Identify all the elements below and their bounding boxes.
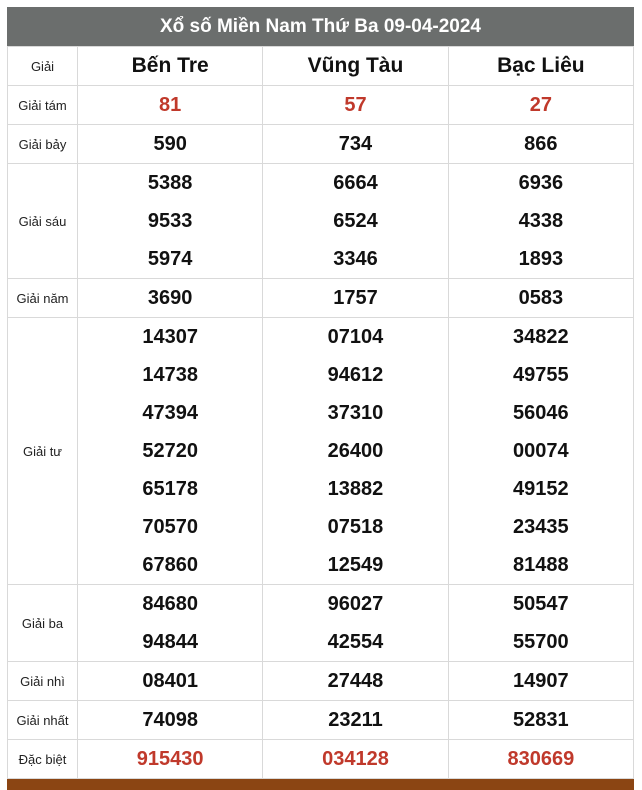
prize-number: 67860 [142, 554, 198, 576]
prize-row [8, 279, 634, 318]
prize-number: 47394 [142, 402, 198, 424]
province-header-vung-tau: Vũng Tàu [263, 47, 448, 86]
results-table-body [8, 47, 634, 779]
prize-number: 830669 [507, 748, 575, 770]
prize-cell [448, 701, 633, 740]
prize-cell [263, 318, 448, 585]
prize-cell [448, 164, 633, 279]
prize-row [8, 125, 634, 164]
prize-number: 14907 [513, 670, 569, 692]
prize-row [8, 164, 634, 279]
prize-column-header: Giải [8, 47, 78, 86]
prize-number: 81488 [513, 554, 569, 576]
prize-number: 3690 [147, 287, 193, 309]
results-table [7, 46, 634, 779]
prize-number: 590 [153, 133, 187, 155]
prize-number: 734 [338, 133, 373, 155]
prize-number: 00074 [513, 440, 569, 462]
prize-cell [448, 86, 633, 125]
header-row [8, 47, 634, 86]
prize-number: 81 [159, 94, 182, 116]
prize-label: Giải sáu [8, 164, 78, 279]
prize-number: 50547 [513, 593, 569, 615]
prize-label: Giải tám [8, 86, 78, 125]
prize-number: 27 [529, 94, 552, 116]
prize-number: 5388 [147, 172, 193, 194]
prize-number: 0583 [518, 287, 564, 309]
prize-label: Giải nhất [8, 701, 78, 740]
prize-number: 37310 [327, 402, 384, 424]
prize-number: 26400 [327, 440, 384, 462]
prize-number: 49755 [513, 364, 569, 386]
prize-label: Giải bảy [8, 125, 78, 164]
prize-number: 34822 [513, 326, 569, 348]
prize-cell [78, 125, 263, 164]
bottom-bar [7, 779, 634, 790]
prize-number: 12549 [327, 554, 384, 576]
prize-row [8, 662, 634, 701]
prize-row [8, 318, 634, 585]
prize-number: 6664 [333, 172, 378, 194]
prize-number: 56046 [513, 402, 569, 424]
prize-number: 27448 [327, 670, 384, 692]
prize-row [8, 585, 634, 662]
page-title: Xổ số Miền Nam Thứ Ba 09-04-2024 [7, 7, 634, 46]
prize-cell [78, 164, 263, 279]
prize-cell [263, 701, 448, 740]
prize-cell [78, 701, 263, 740]
prize-number: 52831 [513, 709, 569, 731]
prize-number: 07518 [327, 516, 384, 538]
prize-number: 42554 [327, 631, 384, 653]
lottery-result-panel [7, 7, 634, 790]
prize-number: 6936 [518, 172, 564, 194]
prize-number: 5974 [147, 248, 193, 270]
prize-number: 1893 [518, 248, 564, 270]
prize-label: Giải tư [8, 318, 78, 585]
prize-number: 13882 [327, 478, 384, 500]
prize-cell [448, 318, 633, 585]
prize-number: 49152 [513, 478, 569, 500]
prize-number: 6524 [333, 210, 378, 232]
prize-cell [263, 125, 448, 164]
prize-number: 915430 [136, 748, 204, 770]
prize-number: 94612 [327, 364, 384, 386]
prize-label: Giải ba [8, 585, 78, 662]
prize-number: 07104 [327, 326, 384, 348]
prize-number: 55700 [513, 631, 569, 653]
prize-cell [448, 662, 633, 701]
prize-cell [448, 585, 633, 662]
prize-number: 70570 [142, 516, 198, 538]
prize-number: 96027 [327, 593, 384, 615]
prize-cell [78, 86, 263, 125]
prize-cell [78, 318, 263, 585]
prize-number: 1757 [333, 287, 378, 309]
prize-number: 65178 [142, 478, 198, 500]
prize-cell [263, 585, 448, 662]
prize-row [8, 86, 634, 125]
prize-label: Giải năm [8, 279, 78, 318]
prize-cell [448, 279, 633, 318]
prize-number: 23211 [328, 709, 383, 731]
prize-number: 034128 [322, 748, 389, 770]
prize-label: Đặc biệt [8, 740, 78, 779]
prize-cell [78, 740, 263, 779]
prize-cell [263, 164, 448, 279]
province-header-bac-lieu: Bạc Liêu [448, 47, 633, 86]
prize-number: 9533 [147, 210, 193, 232]
prize-cell [263, 662, 448, 701]
prize-cell [78, 279, 263, 318]
prize-cell [448, 125, 633, 164]
prize-number: 52720 [142, 440, 198, 462]
prize-number: 866 [524, 133, 558, 155]
prize-number: 14307 [142, 326, 198, 348]
prize-cell [78, 585, 263, 662]
prize-number: 94844 [142, 631, 198, 653]
prize-label: Giải nhì [8, 662, 78, 701]
prize-number: 14738 [142, 364, 198, 386]
prize-cell [263, 740, 448, 779]
prize-cell [78, 662, 263, 701]
prize-row [8, 740, 634, 779]
prize-cell [263, 279, 448, 318]
prize-number: 84680 [142, 593, 198, 615]
province-header-ben-tre: Bến Tre [78, 47, 263, 86]
prize-number: 57 [344, 94, 367, 116]
prize-number: 4338 [518, 210, 564, 232]
prize-row [8, 701, 634, 740]
prize-number: 08401 [142, 670, 198, 692]
prize-number: 74098 [142, 709, 198, 731]
prize-cell [263, 86, 448, 125]
prize-cell [448, 740, 633, 779]
prize-number: 3346 [333, 248, 378, 270]
prize-number: 23435 [513, 516, 569, 538]
